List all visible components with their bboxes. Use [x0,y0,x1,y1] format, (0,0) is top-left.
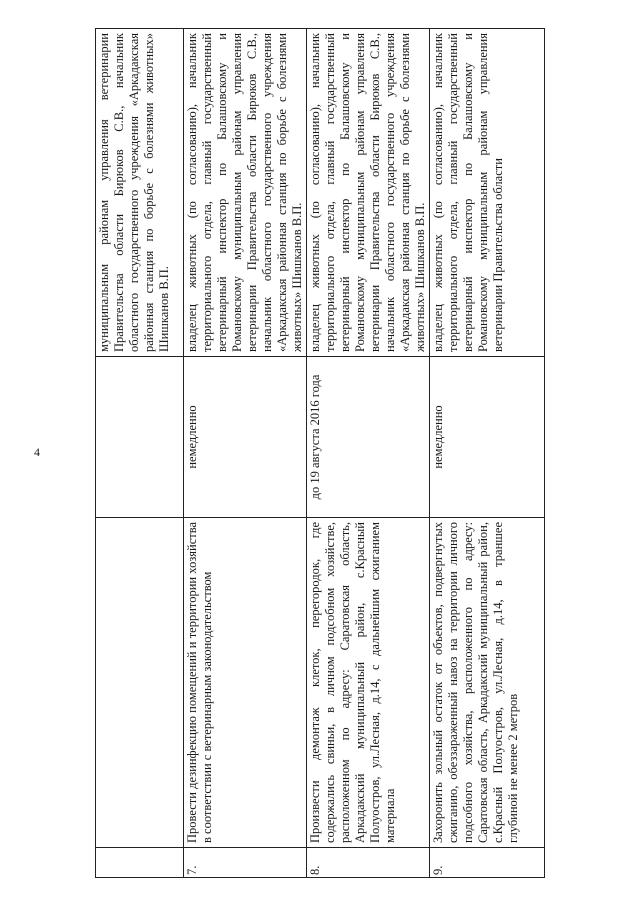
action-cell [96,518,184,848]
table-row [96,29,184,878]
row-number [96,848,184,878]
responsible-cell: владелец животных (по согласованию), начальник территориального отдела, главный государственный ветеринарный инспектор по Балашовскому и Романовскому муниципальным районам управления ветеринарии Правительства области Бирюков С.В., начальник областного государственного учреждения «Аркадакская районная станция по борьбе с болезнями животных» Шишканов В.П. [184,29,307,357]
responsible-cell: владелец животных (по согласованию), начальник территориального отдела, главный государственный ветеринарный инспектор по Балашовскому и Романовскому муниципальным районам управления ветеринарии Правительства области [430,29,545,357]
action-cell: Захоронить зольный остаток от объектов, подвергнутых сжиганию, обеззараженный навоз на территории личного подсобного хозяйства, расположенного по адресу: Саратовская область, Аркадакский муниципальный район, с.Красный Полуостров, ул.Лесная, д.14, в траншее глубиной не менее 2 метров [430,518,545,848]
table-row [430,29,545,878]
deadline-cell: до 19 августа 2016 года [307,357,430,518]
action-cell: Произвести демонтаж клеток, перегородок, где содержались свиньи, в личном подсобном хозяйстве, расположенном по адресу: Саратовская область, Аркадакский муниципальный район, с.Красный Полуостров, ул.Лесная, д.14, с дальнейшим сжиганием материала [307,518,430,848]
table-row [184,29,307,878]
responsible-cell: владелец животных (по согласованию), начальник территориального отдела, главный государственный ветеринарный инспектор по Балашовскому и Романовскому муниципальным районам управления ветеринарии Правительства области Бирюков С.В., начальник областного государственного учреждения «Аркадакская районная станция по борьбе с болезнями животных» Шишканов В.П. [307,29,430,357]
row-number: 7. [184,848,307,878]
rotated-page-content [95,28,535,878]
page-number: 4 [34,445,40,459]
row-number: 8. [307,848,430,878]
deadline-cell: немедленно [184,357,307,518]
row-number: 9. [430,848,545,878]
responsible-cell: муниципальным районам управления ветеринарии Правительства области Бирюков С.В., начальник областного государственного учреждения «Аркадакская районная станция по борьбе с болезнями животных» Шишканов В.П. [96,29,184,357]
deadline-cell: немедленно [430,357,545,518]
deadline-cell [96,357,184,518]
measures-table [95,28,545,878]
action-cell: Провести дезинфекцию помещений и территории хозяйства в соответствии с ветеринарным законодательством [184,518,307,848]
table-row [307,29,430,878]
